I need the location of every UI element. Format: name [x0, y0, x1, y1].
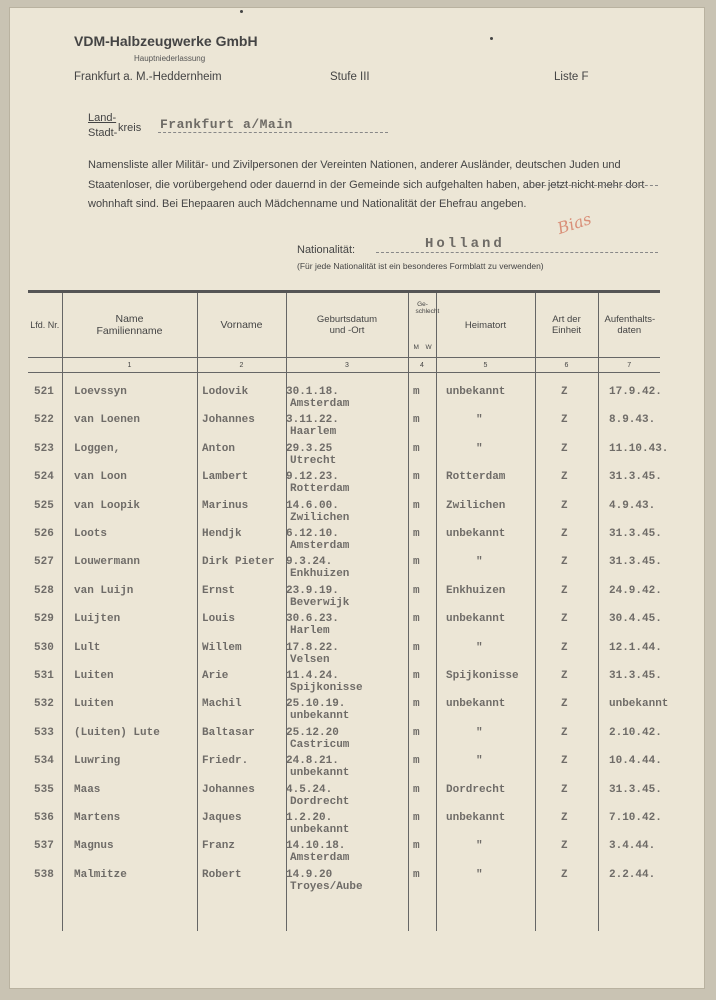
- row-geschlecht: m: [413, 783, 420, 796]
- stadt-label: Stadt-: [88, 127, 118, 139]
- row-heimatort: unbekannt: [446, 698, 506, 711]
- row-geschlecht: m: [413, 755, 420, 768]
- header-geschlecht: [408, 292, 440, 358]
- row-datum: 4.5.24.: [286, 783, 333, 796]
- row-geburtsort: Velsen: [290, 653, 330, 666]
- row-nr: 535: [34, 783, 54, 796]
- row-einheit: Z: [561, 471, 568, 484]
- header-geschlecht-label: Ge- schlecht: [415, 301, 440, 315]
- row-heimatort: Zwilichen: [446, 499, 506, 512]
- row-name: Luijten: [74, 613, 121, 626]
- row-geburtsort: Spijkonisse: [290, 682, 363, 694]
- row-heimatort: ": [476, 755, 483, 768]
- header-aufenthalt: Aufenthalts- daten: [598, 292, 660, 358]
- row-aufenthalt: 4.9.43.: [609, 499, 656, 512]
- row-datum: 6.12.10.: [286, 528, 339, 540]
- row-geschlecht: m: [413, 442, 420, 455]
- header-einheit: Art der Einheit: [535, 292, 598, 358]
- row-geburtsort: Harlem: [290, 625, 330, 638]
- row-aufenthalt: 11.10.43.: [609, 442, 669, 455]
- row-aufenthalt: 10.4.44.: [609, 755, 662, 768]
- col-num-0: [28, 358, 62, 373]
- row-datum: 24.8.21.: [286, 755, 339, 768]
- row-datum: 1.2.20.: [286, 812, 333, 824]
- col-num-6: 6: [535, 358, 598, 373]
- row-geburtsort: Castricum: [290, 738, 350, 751]
- row-geschlecht: m: [413, 499, 420, 512]
- header-geburt: Geburtsdatum und -Ort: [286, 292, 408, 358]
- row-geschlecht: m: [413, 471, 420, 484]
- kreis-label: kreis: [118, 122, 142, 134]
- row-aufenthalt: 30.4.45.: [609, 613, 662, 626]
- row-einheit: Z: [561, 386, 568, 398]
- row-aufenthalt: 31.3.45.: [609, 471, 662, 484]
- row-aufenthalt: 12.1.44.: [609, 641, 662, 654]
- row-datum: 9.3.24.: [286, 556, 333, 569]
- row-geburtsort: Utrecht: [290, 454, 337, 467]
- row-einheit: Z: [561, 698, 568, 711]
- row-geschlecht: m: [413, 726, 420, 739]
- row-name: Martens: [74, 812, 121, 824]
- col-num-1: 1: [62, 358, 197, 373]
- row-nr: 533: [34, 726, 54, 739]
- nationality-note: (Für jede Nationalität ist ein besonderes Formblatt zu verwenden): [297, 261, 544, 271]
- row-vorname: Arie: [202, 670, 229, 682]
- row-datum: 30.1.18.: [286, 386, 339, 398]
- row-datum: 3.11.22.: [286, 414, 339, 427]
- col-num-4: 4: [408, 358, 436, 373]
- row-vorname: Robert: [202, 868, 242, 881]
- row-datum: 11.4.24.: [286, 670, 339, 682]
- row-nr: 534: [34, 755, 54, 768]
- row-vorname: Jaques: [202, 812, 242, 824]
- row-aufenthalt: 31.3.45.: [609, 783, 662, 796]
- row-einheit: Z: [561, 528, 568, 540]
- row-nr: 531: [34, 670, 54, 682]
- row-vorname: Baltasar: [202, 726, 255, 739]
- row-geschlecht: m: [413, 868, 420, 881]
- row-heimatort: ": [476, 726, 483, 739]
- row-nr: 526: [34, 528, 54, 540]
- row-geschlecht: m: [413, 414, 420, 427]
- row-vorname: Ernst: [202, 584, 236, 597]
- row-vorname: Lodovik: [202, 386, 249, 398]
- row-heimatort: unbekannt: [446, 528, 506, 540]
- gemeinde-underline: [533, 185, 658, 186]
- row-vorname: Hendjk: [202, 528, 242, 540]
- row-vorname: Johannes: [202, 783, 255, 796]
- row-einheit: Z: [561, 840, 568, 853]
- company-subtitle: Hauptniederlassung: [134, 54, 206, 63]
- row-heimatort: ": [476, 868, 483, 881]
- row-heimatort: ": [476, 840, 483, 853]
- row-geschlecht: m: [413, 613, 420, 626]
- row-geburtsort: Haarlem: [290, 426, 337, 439]
- row-heimatort: ": [476, 641, 483, 654]
- row-vorname: Marinus: [202, 499, 249, 512]
- row-nr: 529: [34, 613, 54, 626]
- row-heimatort: Dordrecht: [446, 783, 506, 796]
- row-vorname: Louis: [202, 613, 236, 626]
- row-datum: 17.8.22.: [286, 641, 339, 654]
- row-name: van Loopik: [74, 499, 141, 512]
- header-name: Name Familienname: [62, 292, 197, 358]
- row-geschlecht: m: [413, 670, 420, 682]
- header-nr: Lfd. Nr.: [28, 292, 62, 358]
- row-nr: 536: [34, 812, 54, 824]
- row-name: Luiten: [74, 670, 114, 682]
- row-nr: 530: [34, 641, 54, 654]
- row-vorname: Machil: [202, 698, 242, 711]
- row-name: Loggen,: [74, 442, 121, 455]
- punch-mark: [240, 10, 243, 13]
- row-aufenthalt: 8.9.43.: [609, 414, 656, 427]
- row-datum: 14.6.00.: [286, 499, 339, 512]
- row-einheit: Z: [561, 755, 568, 768]
- row-geschlecht: m: [413, 840, 420, 853]
- row-aufenthalt: 3.4.44.: [609, 840, 656, 853]
- row-nr: 522: [34, 414, 54, 427]
- row-datum: 14.9.20: [286, 868, 333, 881]
- row-name: van Loenen: [74, 414, 141, 427]
- row-geschlecht: m: [413, 386, 420, 398]
- row-nr: 538: [34, 868, 54, 881]
- row-vorname: Lambert: [202, 471, 249, 484]
- row-heimatort: Rotterdam: [446, 471, 506, 484]
- row-aufenthalt: 2.10.42.: [609, 726, 662, 739]
- row-nr: 528: [34, 584, 54, 597]
- row-einheit: Z: [561, 812, 568, 824]
- row-name: Magnus: [74, 840, 114, 853]
- row-einheit: Z: [561, 613, 568, 626]
- row-heimatort: ": [476, 414, 483, 427]
- row-nr: 521: [34, 386, 54, 398]
- row-name: Loots: [74, 528, 108, 540]
- row-datum: 25.12.20: [286, 726, 339, 739]
- row-heimatort: unbekannt: [446, 613, 506, 626]
- row-name: Malmitze: [74, 868, 127, 881]
- row-name: (Luiten) Lute: [74, 726, 160, 739]
- row-heimatort: Enkhuizen: [446, 584, 506, 597]
- row-nr: 524: [34, 471, 54, 484]
- row-aufenthalt: 7.10.42.: [609, 812, 662, 824]
- row-einheit: Z: [561, 783, 568, 796]
- row-datum: 29.3.25: [286, 442, 333, 455]
- stufe-label: Stufe III: [330, 71, 370, 83]
- row-vorname: Dirk Pieter: [202, 556, 275, 569]
- row-einheit: Z: [561, 442, 568, 455]
- row-vorname: Friedr.: [202, 755, 249, 768]
- row-einheit: Z: [561, 499, 568, 512]
- row-aufenthalt: 31.3.45.: [609, 528, 662, 540]
- company-name: VDM-Halbzeugwerke GmbH: [74, 33, 258, 49]
- header-m: M: [413, 344, 419, 351]
- kreis-underline: [158, 132, 388, 133]
- liste-label: Liste F: [554, 71, 589, 83]
- row-nr: 532: [34, 698, 54, 711]
- row-geschlecht: m: [413, 584, 420, 597]
- row-name: Luiten: [74, 698, 114, 711]
- row-aufenthalt: 24.9.42.: [609, 584, 662, 597]
- header-vorname: Vorname: [197, 292, 286, 358]
- row-datum: 14.10.18.: [286, 840, 346, 853]
- row-vorname: Anton: [202, 442, 236, 455]
- row-einheit: Z: [561, 641, 568, 654]
- row-datum: 30.6.23.: [286, 613, 339, 626]
- row-geburtsort: Rotterdam: [290, 483, 350, 496]
- row-einheit: Z: [561, 868, 568, 881]
- handwritten-stamp: Bias: [554, 209, 594, 238]
- row-geburtsort: Amsterdam: [290, 540, 350, 552]
- col-num-7: 7: [598, 358, 660, 373]
- row-aufenthalt: unbekannt: [609, 698, 669, 711]
- row-geburtsort: unbekannt: [290, 824, 350, 836]
- company-location: Frankfurt a. M.-Heddernheim: [74, 71, 222, 83]
- row-vorname: Willem: [202, 641, 242, 654]
- header-w: W: [425, 344, 432, 351]
- row-einheit: Z: [561, 556, 568, 569]
- nationality-underline: [376, 252, 658, 253]
- row-vorname: Franz: [202, 840, 236, 853]
- row-heimatort: unbekannt: [446, 386, 506, 398]
- row-aufenthalt: 31.3.45.: [609, 556, 662, 569]
- row-name: van Luijn: [74, 584, 134, 597]
- row-aufenthalt: 31.3.45.: [609, 670, 662, 682]
- row-geburtsort: Amsterdam: [290, 852, 350, 865]
- row-einheit: Z: [561, 726, 568, 739]
- row-nr: 527: [34, 556, 54, 569]
- kreis-value: Frankfurt a/Main: [160, 117, 293, 132]
- row-nr: 523: [34, 442, 54, 455]
- row-geschlecht: m: [413, 812, 420, 824]
- row-vorname: Johannes: [202, 414, 255, 427]
- row-geschlecht: m: [413, 556, 420, 569]
- land-label: Land-: [88, 112, 117, 124]
- col-num-3: 3: [286, 358, 408, 373]
- nationality-label: Nationalität:: [297, 244, 356, 256]
- row-geschlecht: m: [413, 528, 420, 540]
- row-geburtsort: Troyes/Aube: [290, 880, 363, 893]
- row-geschlecht: m: [413, 698, 420, 711]
- row-heimatort: unbekannt: [446, 812, 506, 824]
- row-einheit: Z: [561, 584, 568, 597]
- row-geburtsort: Zwilichen: [290, 511, 350, 524]
- row-geburtsort: Dordrecht: [290, 795, 350, 808]
- row-name: Loevssyn: [74, 386, 127, 398]
- row-datum: 25.10.19.: [286, 698, 346, 711]
- row-nr: 525: [34, 499, 54, 512]
- row-geburtsort: Amsterdam: [290, 398, 350, 410]
- row-geburtsort: unbekannt: [290, 767, 350, 780]
- col-num-5: 5: [436, 358, 535, 373]
- header-heimatort: Heimatort: [436, 292, 535, 358]
- row-aufenthalt: 17.9.42.: [609, 386, 662, 398]
- row-einheit: Z: [561, 414, 568, 427]
- row-heimatort: ": [476, 442, 483, 455]
- punch-mark: [490, 37, 493, 40]
- row-einheit: Z: [561, 670, 568, 682]
- row-heimatort: ": [476, 556, 483, 569]
- row-name: Maas: [74, 783, 101, 796]
- row-geburtsort: unbekannt: [290, 710, 350, 723]
- row-nr: 537: [34, 840, 54, 853]
- col-num-2: 2: [197, 358, 286, 373]
- row-datum: 23.9.19.: [286, 584, 339, 597]
- row-name: Louwermann: [74, 556, 141, 569]
- row-name: Lult: [74, 641, 101, 654]
- row-geburtsort: Enkhuizen: [290, 568, 350, 581]
- row-geschlecht: m: [413, 641, 420, 654]
- row-geburtsort: Beverwijk: [290, 596, 350, 609]
- row-heimatort: Spijkonisse: [446, 670, 519, 682]
- row-datum: 9.12.23.: [286, 471, 339, 484]
- row-aufenthalt: 2.2.44.: [609, 868, 656, 881]
- intro-text: Namensliste aller Militär- und Zivilpersonen der Vereinten Nationen, anderer Ausländer, deutschen Juden und Staatenloser, die vorübergehend oder dauernd in der Gemeinde sich aufgehalten haben, aber jetzt nicht mehr dort wohnhaft sind. Bei Ehepaaren auch Mädchenname und Nationalität der Ehefrau angeben.: [88, 159, 645, 210]
- row-name: van Loon: [74, 471, 127, 484]
- row-name: Luwring: [74, 755, 121, 768]
- nationality-value: Holland: [425, 236, 505, 252]
